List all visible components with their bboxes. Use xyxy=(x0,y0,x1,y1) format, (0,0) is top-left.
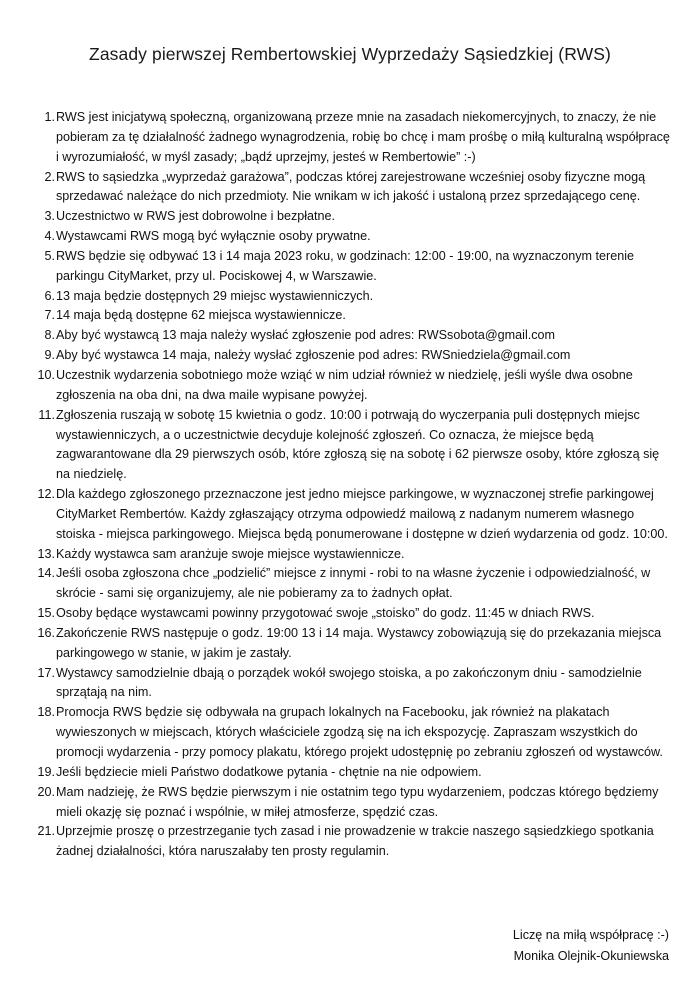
rule-item xyxy=(37,763,671,783)
rules-list xyxy=(37,108,671,862)
rule-number: 5. xyxy=(44,248,55,263)
rule-item xyxy=(37,604,671,624)
rule-item xyxy=(44,227,671,247)
rule-item xyxy=(37,545,671,565)
rule-text: Jeśli będziecie mieli Państwo dodatkowe pytania - chętnie na nie odpowiem. xyxy=(56,764,482,779)
rule-number: 3. xyxy=(44,209,55,224)
closing-line: Liczę na miłą współpracę :-) xyxy=(512,928,669,942)
rule-number: 18. xyxy=(37,705,55,720)
rule-item xyxy=(37,485,671,545)
author-name: Monika Olejnik-Okuniewska xyxy=(513,949,669,963)
rule-text: RWS to sąsiedzka „wyprzedaż garażowa”, podczas której zarejestrowane wcześniej osoby fizyczne mogą sprzedawać należące do nich przedmioty. Nie wnikam w ich jakość i ustaloną przez sprzedającego cenę. xyxy=(56,169,646,204)
rule-item xyxy=(37,366,671,406)
rule-item xyxy=(44,306,671,326)
rule-text: Uprzejmie proszę o przestrzeganie tych zasad i nie prowadzenie w trakcie naszego sąsiedzkiego spotkania żadnej działalności, która naruszałaby ten prosty regulamin. xyxy=(56,824,654,859)
rule-number: 2. xyxy=(44,169,55,184)
rule-text: Wystawcami RWS mogą być wyłącznie osoby prywatne. xyxy=(56,229,371,244)
rule-text: Promocja RWS będzie się odbywała na grupach lokalnych na Facebooku, jak również na plakatach wywieszonych w miejscach, których właściciele zgodzą się na ich ekspozycję. Zapraszam wszystkich do promocji wydarzenia - przy pomocy plakatu, którego projekt udostępnię po zebraniu zgłoszeń od wystawców. xyxy=(56,705,663,759)
rule-number: 7. xyxy=(44,308,55,323)
rule-text: Aby być wystawca 14 maja, należy wysłać zgłoszenie pod adres: RWSniedziela@gmail.com xyxy=(56,348,571,363)
rule-text: Mam nadzieję, że RWS będzie pierwszym i nie ostatnim tego typu wydarzeniem, podczas którego będziemy mieli okazję się poznać i wspólnie, w miłej atmosferze, spędzić czas. xyxy=(56,784,659,819)
rule-text: Wystawcy samodzielnie dbają o porządek wokół swojego stoiska, a po zakończonym dniu - samodzielnie sprzątają na nim. xyxy=(56,665,642,700)
rule-item xyxy=(37,703,671,763)
rule-item xyxy=(44,108,671,168)
rule-item xyxy=(37,664,671,704)
rule-item xyxy=(44,346,671,366)
rule-number: 4. xyxy=(44,229,55,244)
rule-number: 16. xyxy=(37,625,55,640)
rule-number: 1. xyxy=(44,110,55,124)
rule-item xyxy=(44,326,671,346)
rule-text: Uczestnik wydarzenia sobotniego może wziąć w nim udział również w niedzielę, jeśli wyśle dwa osobne zgłoszenia na oba dni, na dwa maile wypisane powyżej. xyxy=(56,367,633,402)
rule-text: 13 maja będzie dostępnych 29 miejsc wystawienniczych. xyxy=(56,288,374,303)
rule-number: 12. xyxy=(37,487,55,502)
rule-number: 10. xyxy=(37,367,55,382)
rule-text: Jeśli osoba zgłoszona chce „podzielić” miejsce z innymi - robi to na własne życzenie i odpowiedzialność, w skrócie - sami się organizujemy, ale nie pobieramy za to żadnych opłat. xyxy=(56,566,651,601)
rule-number: 19. xyxy=(37,764,55,779)
rule-text: Osoby będące wystawcami powinny przygotować swoje „stoisko” do godz. 11:45 w dniach RWS. xyxy=(56,606,595,621)
rule-item xyxy=(44,287,671,307)
rule-text: Każdy wystawca sam aranżuje swoje miejsce wystawiennicze. xyxy=(56,546,405,561)
document-title: Zasady pierwszej Rembertowskiej Wyprzedaży Sąsiedzkiej (RWS) xyxy=(89,44,611,64)
rule-item xyxy=(37,564,671,604)
rule-text: 14 maja będą dostępne 62 miejsca wystawiennicze. xyxy=(56,308,346,323)
rule-item xyxy=(44,207,671,227)
rule-number: 21. xyxy=(37,824,55,839)
rule-item xyxy=(44,247,671,287)
rule-number: 15. xyxy=(37,606,55,621)
rule-item xyxy=(37,822,671,862)
rule-item xyxy=(38,406,671,485)
rule-text: RWS będzie się odbywać 13 i 14 maja 2023 roku, w godzinach: 12:00 - 19:00, na wyznaczonym terenie parkingu CityMarket, przy ul. Pociskowej 4, w Warszawie. xyxy=(56,248,635,283)
rule-text: RWS jest inicjatywą społeczną, organizowaną przeze mnie na zasadach niekomercyjnych, to znaczy, że nie pobieram za tę działalność żadnego wynagrodzenia, robię bo chcę i mam prośbę o miłą kulturalną współpracę i wyrozumiałość, w myśl zasady; „bądź uprzejmy, jesteś w Rembertowie” :-) xyxy=(56,110,670,164)
rule-number: 13. xyxy=(37,546,55,561)
rule-text: Dla każdego zgłoszonego przeznaczone jest jedno miejsce parkingowe, w wyznaczonej strefie parkingowej CityMarket Rembertów. Każdy zgłaszający otrzyma odpowiedź mailową z nadanym numerem własnego stoiska - miejsca parkingowego. Miejsca będą ponumerowane i dostępne w dzień wydarzenia od godz. 10:00. xyxy=(56,487,668,541)
rule-number: 6. xyxy=(44,288,55,303)
rule-number: 20. xyxy=(37,784,55,799)
rule-text: Aby być wystawcą 13 maja należy wysłać zgłoszenie pod adres: RWSsobota@gmail.com xyxy=(56,328,556,343)
rule-number: 14. xyxy=(37,566,55,581)
rule-number: 8. xyxy=(44,328,55,343)
rule-number: 9. xyxy=(44,348,55,363)
rule-text: Zgłoszenia ruszają w sobotę 15 kwietnia o godz. 10:00 i potrwają do wyczerpania puli dostępnych miejsc wystawienniczych, a o uczestnictwie decyduje kolejność zgłoszeń. Co oznacza, że miejsce będą zagwarantowane dla 29 pierwszych osób, które zgłoszą się na sobotę i 62 pierwsze osoby, które zgłoszą się na niedzielę. xyxy=(56,407,660,482)
signature-block xyxy=(513,925,669,967)
rule-item xyxy=(37,624,671,664)
rule-item xyxy=(37,783,671,823)
rule-number: 17. xyxy=(37,665,55,680)
rule-item xyxy=(44,168,671,208)
rule-text: Uczestnictwo w RWS jest dobrowolne i bezpłatne. xyxy=(56,209,336,224)
rule-number: 11. xyxy=(38,407,55,422)
rule-text: Zakończenie RWS następuje o godz. 19:00 13 i 14 maja. Wystawcy zobowiązują się do przekazania miejsca parkingowego w stanie, w jakim je zastały. xyxy=(56,625,662,660)
